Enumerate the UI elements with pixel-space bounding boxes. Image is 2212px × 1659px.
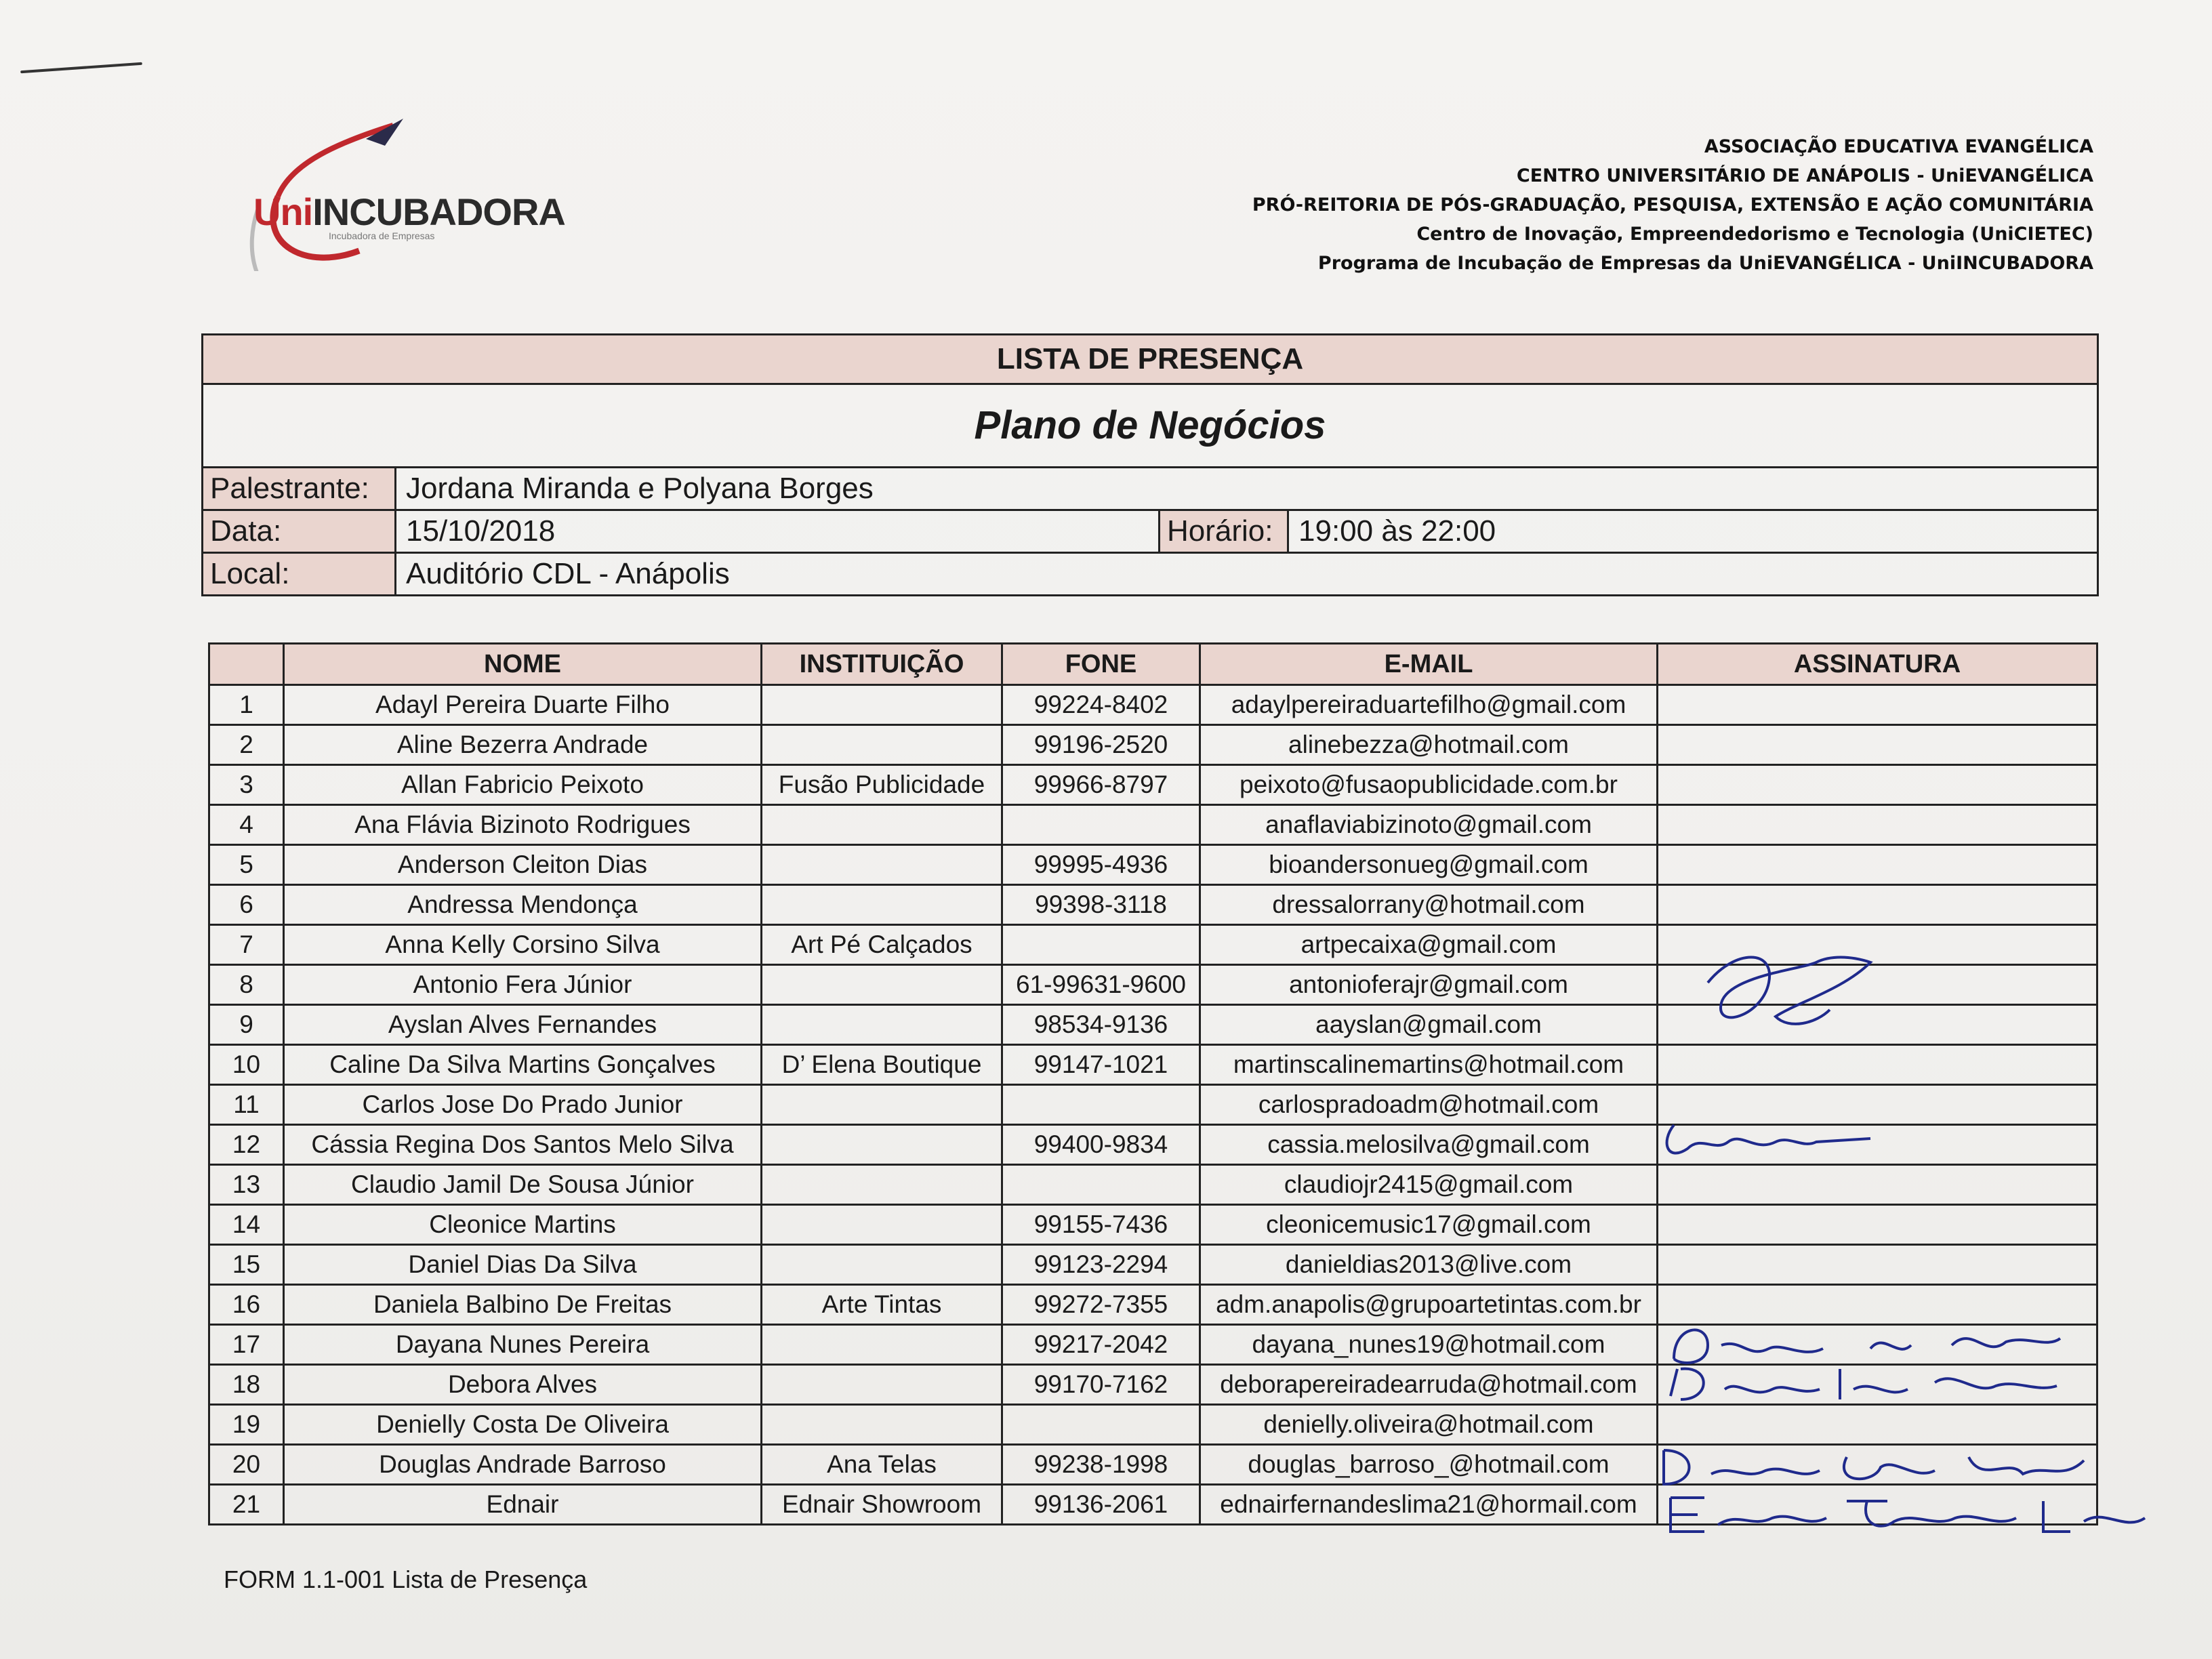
cell-email: dressalorrany@hotmail.com — [1200, 885, 1658, 925]
cell-nome: Cássia Regina Dos Santos Melo Silva — [284, 1125, 762, 1165]
cell-instituicao — [762, 1085, 1002, 1125]
cell-email: bioandersonueg@gmail.com — [1200, 845, 1658, 885]
cell-email: carlospradoadm@hotmail.com — [1200, 1085, 1658, 1125]
cell-fone: 99155-7436 — [1002, 1205, 1200, 1245]
cell-assinatura — [1658, 1205, 2097, 1245]
cell-fone: 99224-8402 — [1002, 685, 1200, 725]
signature-ednair — [1664, 1491, 2152, 1542]
cell-fone: 98534-9136 — [1002, 1005, 1200, 1045]
row-number: 13 — [209, 1165, 284, 1205]
cell-instituicao — [762, 725, 1002, 765]
cell-email: adm.anapolis@grupoartetintas.com.br — [1200, 1285, 1658, 1325]
logo-wordmark: UniINCUBADORA — [253, 190, 565, 233]
cell-instituicao: Arte Tintas — [762, 1285, 1002, 1325]
cell-instituicao: Art Pé Calçados — [762, 925, 1002, 965]
cell-instituicao — [762, 1325, 1002, 1365]
cell-nome: Daniel Dias Da Silva — [284, 1245, 762, 1285]
logo-subtitle: Incubadora de Empresas — [329, 230, 435, 241]
table-row — [209, 685, 2097, 725]
cell-instituicao — [762, 1365, 1002, 1405]
organization-header — [1252, 132, 2093, 278]
cell-email: douglas_barroso_@hotmail.com — [1200, 1445, 1658, 1485]
cell-nome: Ayslan Alves Fernandes — [284, 1005, 762, 1045]
org-line: ASSOCIAÇÃO EDUCATIVA EVANGÉLICA — [1704, 136, 2093, 157]
cell-email: antonioferajr@gmail.com — [1200, 965, 1658, 1005]
signature-dayana — [1667, 1318, 2074, 1369]
header-instituicao: INSTITUIÇÃO — [762, 644, 1002, 685]
cell-fone: 61-99631-9600 — [1002, 965, 1200, 1005]
row-number: 10 — [209, 1045, 284, 1085]
cell-email: ednairfernandeslima21@hormail.com — [1200, 1485, 1658, 1525]
cell-instituicao: Ana Telas — [762, 1445, 1002, 1485]
uniincubadora-logo — [230, 115, 565, 271]
cell-fone — [1002, 1165, 1200, 1205]
cell-fone: 99400-9834 — [1002, 1125, 1200, 1165]
cell-fone — [1002, 1405, 1200, 1445]
cell-email: peixoto@fusaopublicidade.com.br — [1200, 765, 1658, 805]
header-fone: FONE — [1002, 644, 1200, 685]
event-info-table — [201, 333, 2099, 596]
row-number: 21 — [209, 1485, 284, 1525]
speaker-value: Jordana Miranda e Polyana Borges — [406, 472, 874, 505]
signature-scribble-icon — [1657, 1443, 2097, 1491]
row-number: 4 — [209, 805, 284, 845]
table-row — [209, 725, 2097, 765]
signature-scribble-icon — [1664, 1362, 2070, 1410]
cell-instituicao — [762, 845, 1002, 885]
time-label: Horário: — [1160, 511, 1289, 552]
date-label: Data: — [203, 511, 396, 552]
cell-email: artpecaixa@gmail.com — [1200, 925, 1658, 965]
cell-nome: Aline Bezerra Andrade — [284, 725, 762, 765]
cell-nome: Douglas Andrade Barroso — [284, 1445, 762, 1485]
cell-email: adaylpereiraduartefilho@gmail.com — [1200, 685, 1658, 725]
table-row — [209, 1205, 2097, 1245]
place-row — [203, 554, 2097, 594]
signature-scribble-icon — [1694, 942, 1898, 1050]
row-number: 9 — [209, 1005, 284, 1045]
cell-instituicao — [762, 1005, 1002, 1045]
cell-assinatura — [1658, 1245, 2097, 1285]
cell-email: martinscalinemartins@hotmail.com — [1200, 1045, 1658, 1085]
header-email: E-MAIL — [1200, 644, 1658, 685]
cell-instituicao — [762, 885, 1002, 925]
cell-nome: Debora Alves — [284, 1365, 762, 1405]
cell-nome: Anderson Cleiton Dias — [284, 845, 762, 885]
cell-instituicao: Ednair Showroom — [762, 1485, 1002, 1525]
cell-assinatura — [1658, 765, 2097, 805]
place-value: Auditório CDL - Anápolis — [406, 557, 730, 590]
cell-email: denielly.oliveira@hotmail.com — [1200, 1405, 1658, 1445]
signature-antonio — [1694, 942, 1898, 1054]
cell-email: danieldias2013@live.com — [1200, 1245, 1658, 1285]
cell-instituicao — [762, 805, 1002, 845]
org-line: CENTRO UNIVERSITÁRIO DE ANÁPOLIS - UniEVANGÉLICA — [1516, 165, 2093, 186]
table-row — [209, 845, 2097, 885]
row-number: 18 — [209, 1365, 284, 1405]
signature-cassia — [1660, 1115, 1877, 1166]
table-row — [209, 885, 2097, 925]
row-number: 16 — [209, 1285, 284, 1325]
cell-nome: Dayana Nunes Pereira — [284, 1325, 762, 1365]
cell-assinatura — [1658, 845, 2097, 885]
cell-email: cassia.melosilva@gmail.com — [1200, 1125, 1658, 1165]
cell-nome: Caline Da Silva Martins Gonçalves — [284, 1045, 762, 1085]
org-line: Programa de Incubação de Empresas da UniEVANGÉLICA - UniINCUBADORA — [1317, 253, 2093, 274]
row-number: 19 — [209, 1405, 284, 1445]
time-value: 19:00 às 22:00 — [1298, 514, 1496, 548]
cell-fone: 99995-4936 — [1002, 845, 1200, 885]
row-number: 1 — [209, 685, 284, 725]
table-row — [209, 1245, 2097, 1285]
cell-email: dayana_nunes19@hotmail.com — [1200, 1325, 1658, 1365]
signature-scribble-icon — [1667, 1318, 2074, 1366]
table-row — [209, 765, 2097, 805]
cell-nome: Claudio Jamil De Sousa Júnior — [284, 1165, 762, 1205]
row-number: 12 — [209, 1125, 284, 1165]
row-number: 3 — [209, 765, 284, 805]
cell-nome: Allan Fabricio Peixoto — [284, 765, 762, 805]
cell-fone: 99170-7162 — [1002, 1365, 1200, 1405]
cell-instituicao — [762, 1125, 1002, 1165]
cell-assinatura — [1658, 725, 2097, 765]
event-title: Plano de Negócios — [203, 385, 2097, 468]
header-assinatura: ASSINATURA — [1658, 644, 2097, 685]
table-header-row — [209, 644, 2097, 685]
row-number: 15 — [209, 1245, 284, 1285]
cell-instituicao — [762, 1165, 1002, 1205]
row-number: 17 — [209, 1325, 284, 1365]
cell-fone: 99966-8797 — [1002, 765, 1200, 805]
date-row — [203, 511, 2097, 554]
row-number: 20 — [209, 1445, 284, 1485]
row-number: 11 — [209, 1085, 284, 1125]
cell-nome: Anna Kelly Corsino Silva — [284, 925, 762, 965]
speaker-row — [203, 468, 2097, 511]
cell-nome: Ana Flávia Bizinoto Rodrigues — [284, 805, 762, 845]
cell-nome: Carlos Jose Do Prado Junior — [284, 1085, 762, 1125]
form-footer: FORM 1.1-001 Lista de Presença — [224, 1565, 588, 1593]
org-line: Centro de Inovação, Empreendedorismo e Tecnologia (UniCIETEC) — [1416, 224, 2093, 245]
cell-nome: Andressa Mendonça — [284, 885, 762, 925]
cell-email: alinebezza@hotmail.com — [1200, 725, 1658, 765]
cell-email: aayslan@gmail.com — [1200, 1005, 1658, 1045]
cell-fone: 99398-3118 — [1002, 885, 1200, 925]
cell-fone: 99217-2042 — [1002, 1325, 1200, 1365]
row-number: 14 — [209, 1205, 284, 1245]
cell-fone: 99147-1021 — [1002, 1045, 1200, 1085]
speaker-label: Palestrante: — [203, 468, 396, 509]
signature-scribble-icon — [1660, 1115, 1877, 1162]
row-number: 7 — [209, 925, 284, 965]
cell-assinatura — [1658, 1165, 2097, 1205]
cell-fone — [1002, 925, 1200, 965]
row-number: 8 — [209, 965, 284, 1005]
cell-instituicao — [762, 965, 1002, 1005]
cell-fone: 99272-7355 — [1002, 1285, 1200, 1325]
cell-instituicao — [762, 1405, 1002, 1445]
table-row — [209, 805, 2097, 845]
cell-fone: 99196-2520 — [1002, 725, 1200, 765]
header-nome: NOME — [284, 644, 762, 685]
cell-email: cleonicemusic17@gmail.com — [1200, 1205, 1658, 1245]
cell-nome: Denielly Costa De Oliveira — [284, 1405, 762, 1445]
cell-instituicao — [762, 1245, 1002, 1285]
cell-instituicao: D’ Elena Boutique — [762, 1045, 1002, 1085]
place-label: Local: — [203, 554, 396, 594]
cell-nome: Adayl Pereira Duarte Filho — [284, 685, 762, 725]
cell-nome: Ednair — [284, 1485, 762, 1525]
org-line: PRÓ-REITORIA DE PÓS-GRADUAÇÃO, PESQUISA, EXTENSÃO E AÇÃO COMUNITÁRIA — [1252, 194, 2093, 216]
cell-nome: Daniela Balbino De Freitas — [284, 1285, 762, 1325]
row-number: 5 — [209, 845, 284, 885]
cell-email: deborapereiradearruda@hotmail.com — [1200, 1365, 1658, 1405]
row-number: 6 — [209, 885, 284, 925]
cell-email: anaflaviabizinoto@gmail.com — [1200, 805, 1658, 845]
cell-nome: Antonio Fera Júnior — [284, 965, 762, 1005]
cell-email: claudiojr2415@gmail.com — [1200, 1165, 1658, 1205]
header-number — [209, 644, 284, 685]
cell-fone — [1002, 1085, 1200, 1125]
cell-fone: 99238-1998 — [1002, 1445, 1200, 1485]
cell-instituicao: Fusão Publicidade — [762, 765, 1002, 805]
cell-fone: 99123-2294 — [1002, 1245, 1200, 1285]
table-row — [209, 1165, 2097, 1205]
signature-douglas — [1657, 1443, 2097, 1494]
cell-fone — [1002, 805, 1200, 845]
row-number: 2 — [209, 725, 284, 765]
cell-assinatura — [1658, 805, 2097, 845]
cell-instituicao — [762, 1205, 1002, 1245]
signature-scribble-icon — [1664, 1491, 2152, 1538]
cell-fone: 99136-2061 — [1002, 1485, 1200, 1525]
cell-nome: Cleonice Martins — [284, 1205, 762, 1245]
list-title: LISTA DE PRESENÇA — [203, 335, 2097, 385]
cell-instituicao — [762, 685, 1002, 725]
cell-assinatura — [1658, 885, 2097, 925]
cell-assinatura — [1658, 685, 2097, 725]
signature-debora — [1664, 1362, 2070, 1413]
date-value: 15/10/2018 — [396, 511, 1160, 552]
